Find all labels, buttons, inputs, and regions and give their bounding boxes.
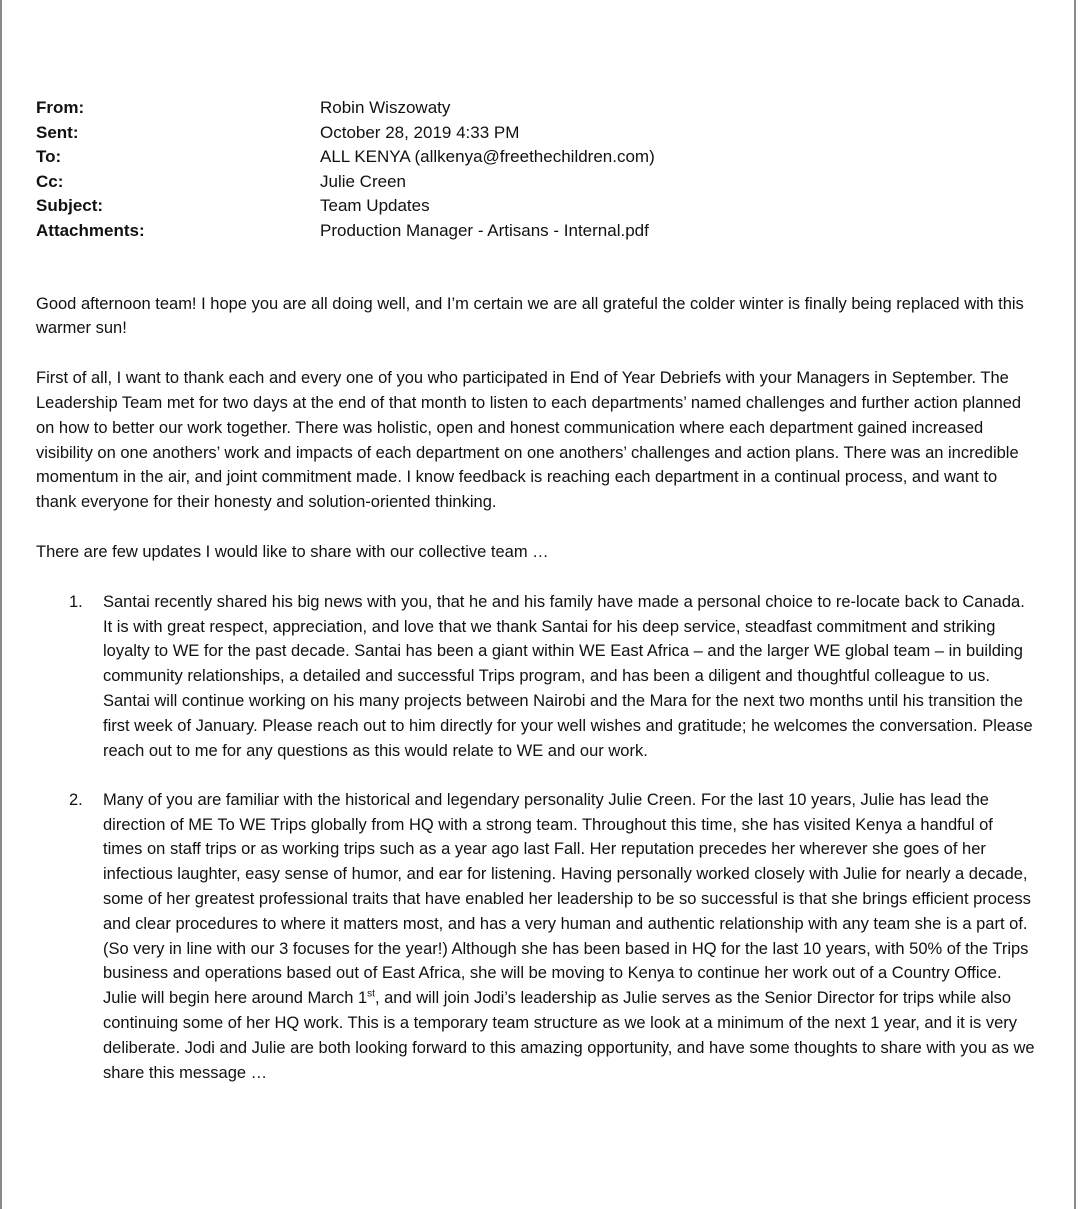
list-item-number: 2.: [69, 790, 83, 809]
attachments-label: Attachments:: [36, 220, 145, 240]
to-label: To:: [36, 147, 62, 167]
updates-list: [36, 590, 1036, 1086]
debrief-paragraph: First of all, I want to thank each and every one of you who participated in End of Year Debriefs with your Managers in September. The Leadership Team met for two days at the end of that month to listen to each departments’ named challenges and further action planned on how to better our work together. There was holistic, open and honest communication where each department gained increased visibility on one anothers’ work and impacts of each department on one anothers’ challenges and action plans. There was an incredible momentum in the air, and joint commitment made. I know feedback is reaching each department in a continual process, and want to thank everyone for their honesty and solution-oriented thinking.: [36, 369, 1022, 512]
sent-label: Sent:: [36, 122, 79, 142]
subject-label: Subject:: [36, 196, 104, 216]
list-item: [36, 590, 1036, 764]
list-item-text-part1: Many of you are familiar with the historical and legendary personality Julie Creen. For the last 10 years, Julie has lead the direction of ME To WE Trips globally from HQ with a strong team. Throughout this time, she has visited Kenya a handful of times on staff trips or as working trips such as a year ago last Fall. Her reputation precedes her wherever she goes of her infectious laughter, easy sense of humor, and ear for listening. Having personally worked closely with Julie for nearly a decade, some of her greatest professional traits that have enabled her leadership to be so successful is that she brings efficient process and clear procedures to where it matters most, and has a very human and authentic relationship with any team she is a part of. (So very in line with our 3 focuses for the year!) Although she has been based in HQ for the last 10 years, with 50% of the Trips business and operations based out of East Africa, she will be moving to Kenya to continue her work out of a Country Office. Julie will begin here around March 1: [103, 790, 1031, 1008]
email-document: [36, 96, 1036, 1110]
updates-intro: There are few updates I would like to share with our collective team …: [36, 542, 549, 561]
email-header: [36, 96, 1036, 244]
cc-label: Cc:: [36, 171, 64, 191]
sent-value: October 28, 2019 4:33 PM: [320, 122, 520, 142]
ordinal-superscript: st: [367, 988, 375, 1000]
page-edge-right: [1074, 0, 1076, 1209]
list-item-number: 1.: [69, 592, 83, 611]
subject-value: Team Updates: [320, 196, 430, 216]
from-value: Robin Wiszowaty: [320, 98, 451, 117]
list-item-text: Santai recently shared his big news with you, that he and his family have made a personal choice to re-locate back to Canada. It is with great respect, appreciation, and love that we thank Santai for his deep service, steadfast commitment and striking loyalty to WE for the past decade. Santai has been a giant within WE East Africa – and the larger WE global team – in building community relationships, a detailed and successful Trips program, and has been a diligent and thoughtful colleague to us. Santai will continue working on his many projects between Nairobi and the Mara for the next two months until his transition the first week of January. Please reach out to him directly for your well wishes and gratitude; he welcomes the conversation. Please reach out to me for any questions as this would relate to WE and our work.: [103, 592, 1033, 760]
from-label: From:: [36, 98, 85, 117]
list-item-text-part2: , and will join Jodi’s leadership as Julie serves as the Senior Director for trips while also continuing some of her HQ work. This is a temporary team structure as we look at a minimum of the next 1 year, and it is very deliberate. Jodi and Julie are both looking forward to this amazing opportunity, and have some thoughts to share with you as we share this message …: [103, 989, 1035, 1082]
cc-value: Julie Creen: [320, 171, 406, 191]
attachment-filename: Production Manager - Artisans - Internal.pdf: [320, 220, 649, 240]
greeting-paragraph: Good afternoon team! I hope you are all doing well, and I’m certain we are all grateful the colder winter is finally being replaced with this warmer sun!: [36, 294, 1024, 338]
to-value: ALL KENYA (allkenya@freethechildren.com): [320, 147, 655, 167]
list-item: [36, 788, 1036, 1086]
page-edge-left: [0, 0, 2, 1209]
